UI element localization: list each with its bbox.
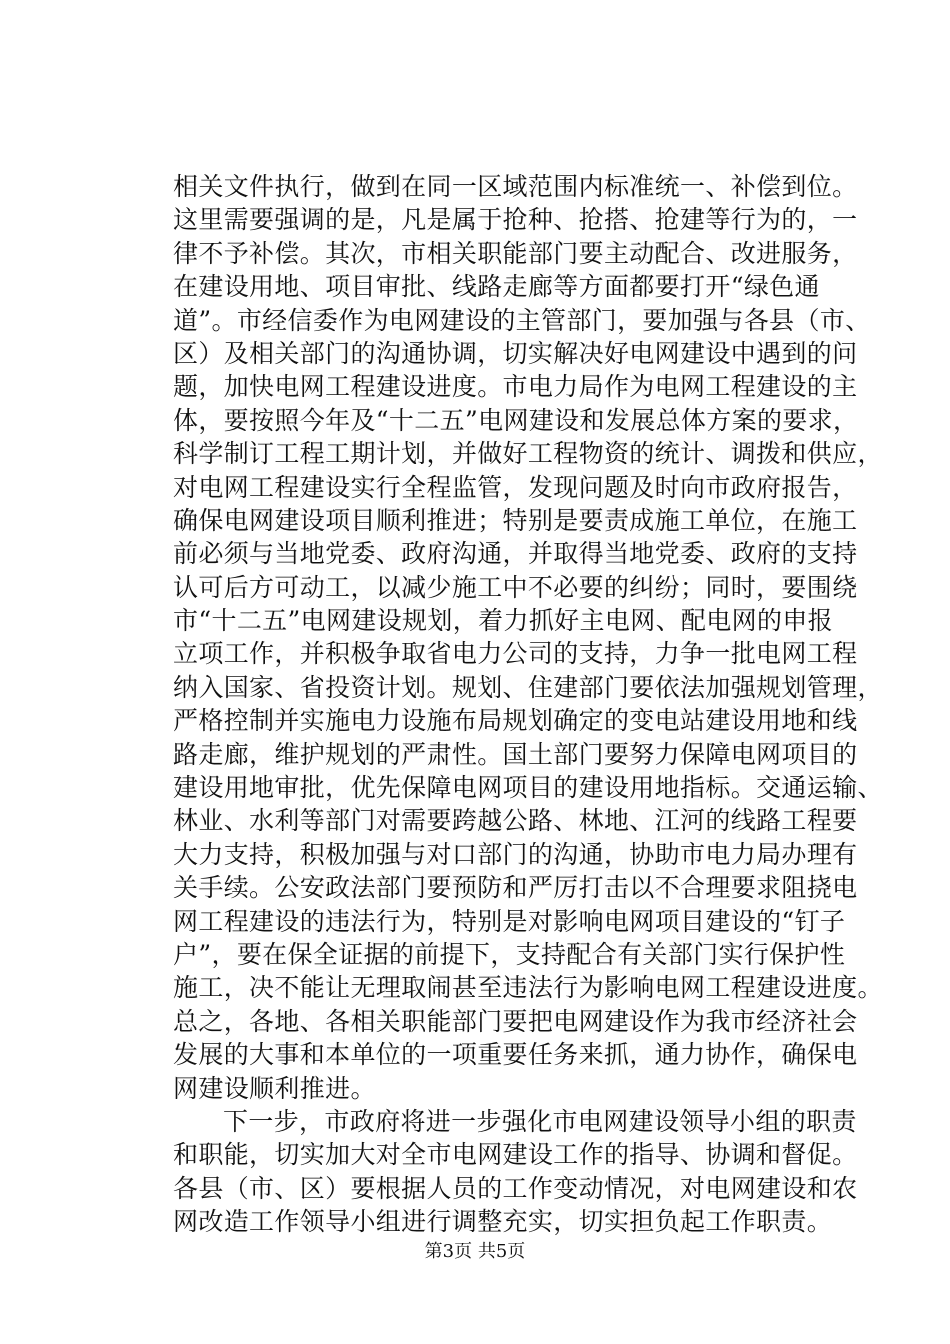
text-line: 建设用地审批，优先保障电网项目的建设用地指标。交通运输、	[173, 773, 883, 803]
body-text	[173, 170, 883, 1239]
text-line: 认可后方可动工，以减少施工中不必要的纠纷；同时，要围绕	[173, 572, 858, 602]
text-line: 确保电网建设项目顺利推进；特别是要责成施工单位，在施工	[173, 505, 858, 535]
text-line: 题，加快电网工程建设进度。市电力局作为电网工程建设的主	[173, 372, 858, 402]
text-line: 关手续。公安政法部门要预防和严厉打击以不合理要求阻挠电	[173, 873, 858, 903]
text-line: 发展的大事和本单位的一项重要任务来抓，通力协作，确保电	[173, 1040, 858, 1070]
text-line: 施工，决不能让无理取闹甚至违法行为影响电网工程建设进度。	[173, 973, 883, 1003]
text-line: 前必须与当地党委、政府沟通，并取得当地党委、政府的支持	[173, 539, 858, 569]
text-line: 科学制订工程工期计划，并做好工程物资的统计、调拨和供应，	[173, 439, 883, 469]
text-line: 严格控制并实施电力设施布局规划确定的变电站建设用地和线	[173, 706, 858, 736]
text-line: 对电网工程建设实行全程监管，发现问题及时向市政府报告，	[173, 472, 858, 502]
text-line: 大力支持，积极加强与对口部门的沟通，协助市电力局办理有	[173, 839, 858, 869]
text-line: 网改造工作领导小组进行调整充实，切实担负起工作职责。	[173, 1207, 833, 1237]
text-line: 在建设用地、项目审批、线路走廊等方面都要打开“绿色通	[173, 272, 820, 302]
text-line: 区）及相关部门的沟通协调，切实解决好电网建设中遇到的问	[173, 338, 858, 368]
text-line: 纳入国家、省投资计划。规划、住建部门要依法加强规划管理，	[173, 672, 883, 702]
text-line: 总之，各地、各相关职能部门要把电网建设作为我市经济社会	[173, 1006, 858, 1036]
text-line: 林业、水利等部门对需要跨越公路、林地、江河的线路工程要	[173, 806, 858, 836]
text-line: 户”，要在保全证据的前提下，支持配合有关部门实行保护性	[173, 939, 846, 969]
text-line: 立项工作，并积极争取省电力公司的支持，力争一批电网工程	[173, 639, 858, 669]
text-line: 相关文件执行，做到在同一区域范围内标准统一、补偿到位。	[173, 172, 858, 201]
page-footer: 第3页 共5页	[424, 1241, 526, 1262]
text-line: 各县（市、区）要根据人员的工作变动情况，对电网建设和农	[173, 1173, 858, 1203]
text-line: 市“十二五”电网建设规划，着力抓好主电网、配电网的申报	[173, 606, 834, 636]
text-line: 道”。市经信委作为电网建设的主管部门，要加强与各县（市、	[173, 305, 871, 335]
text-line: 和职能，切实加大对全市电网建设工作的指导、协调和督促。	[173, 1140, 858, 1170]
text-line: 网工程建设的违法行为，特别是对影响电网项目建设的“钉子	[173, 906, 846, 936]
text-line: 下一步，市政府将进一步强化市电网建设领导小组的职责	[223, 1106, 857, 1136]
text-line: 律不予补偿。其次，市相关职能部门要主动配合、改进服务，	[173, 238, 858, 268]
text-line: 这里需要强调的是，凡是属于抢种、抢搭、抢建等行为的，一	[173, 205, 858, 235]
text-line: 网建设顺利推进。	[173, 1073, 376, 1103]
text-line: 体，要按照今年及“十二五”电网建设和发展总体方案的要求，	[173, 405, 859, 435]
text-line: 路走廊，维护规划的严肃性。国土部门要努力保障电网项目的	[173, 739, 858, 769]
